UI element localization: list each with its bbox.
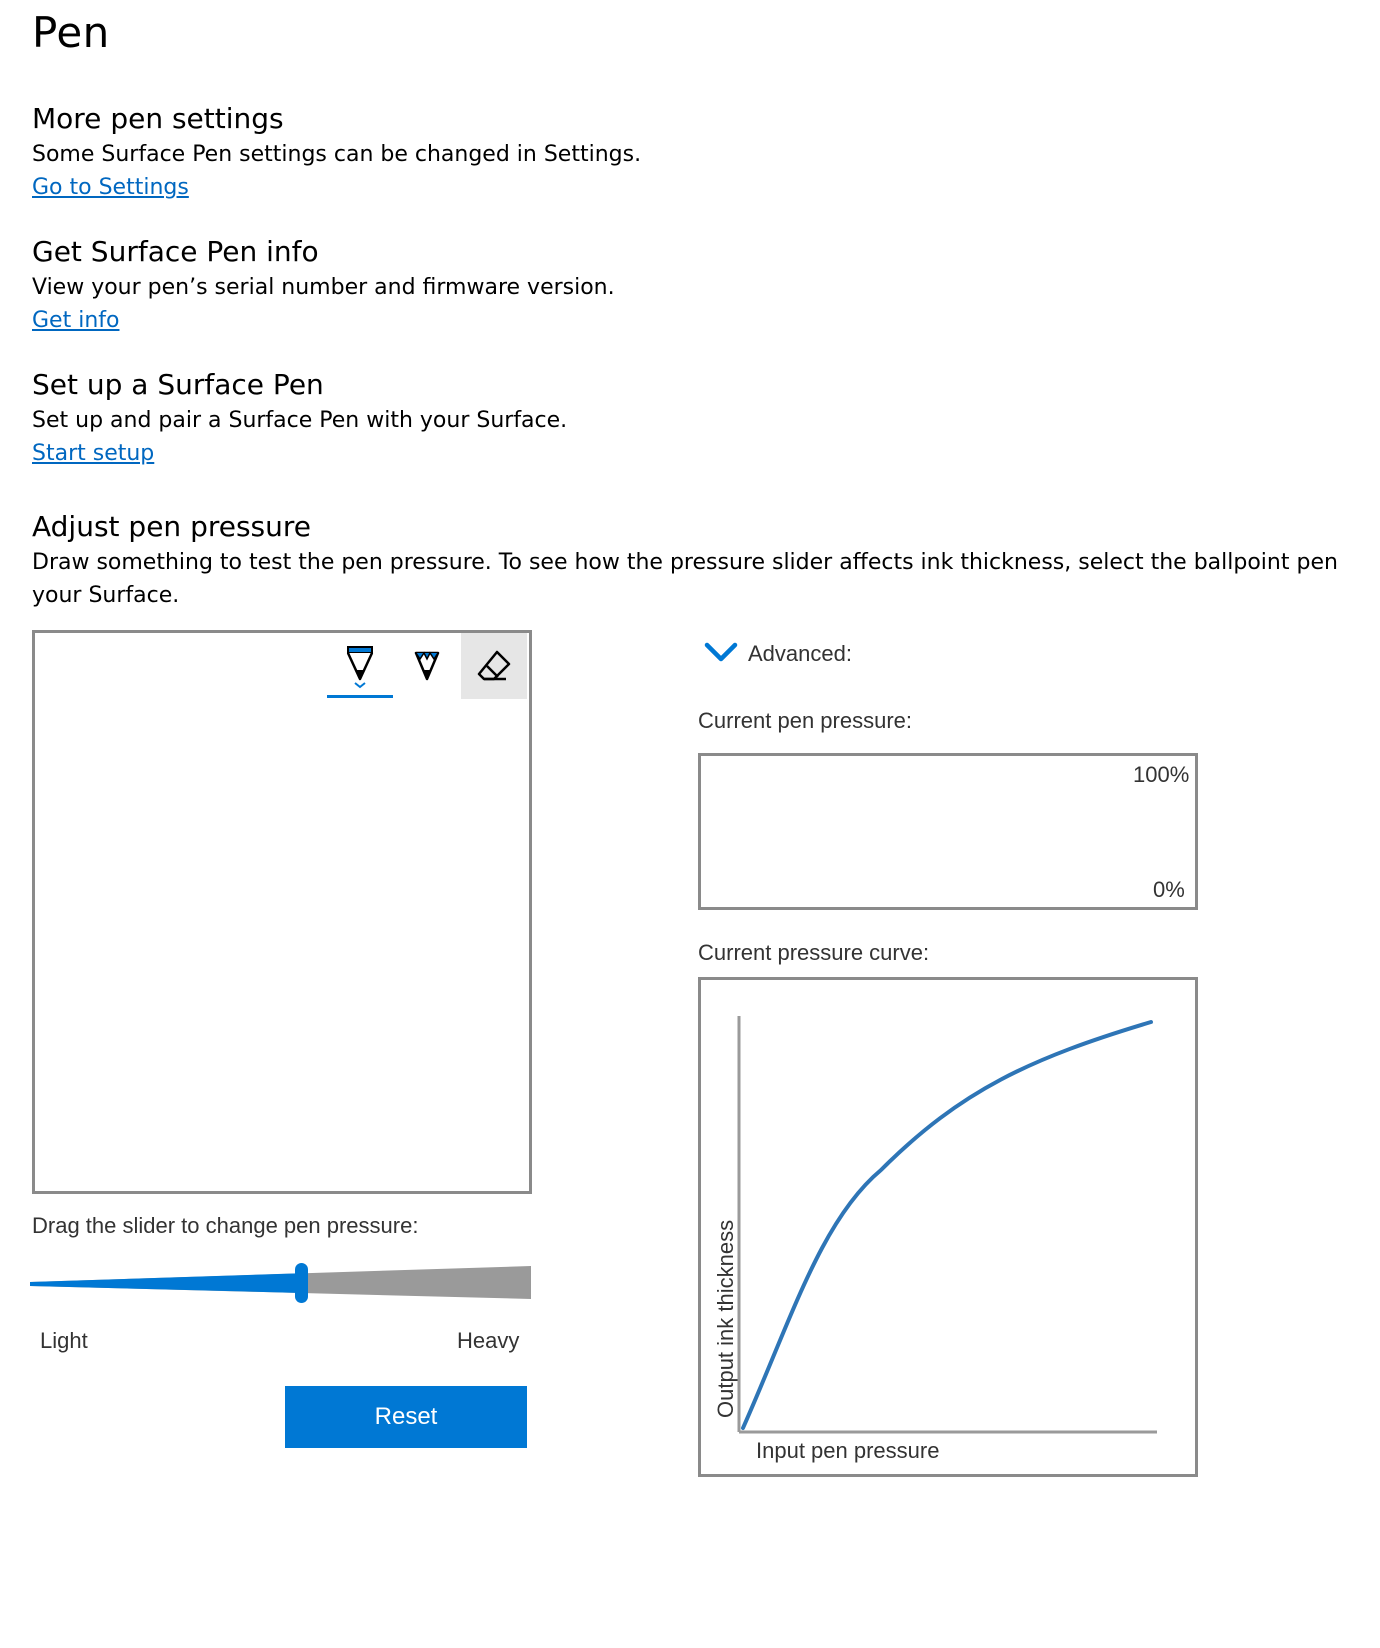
pressure-meter xyxy=(698,753,1198,910)
slider-min-label: Light xyxy=(40,1328,88,1353)
eraser-tool[interactable] xyxy=(461,633,527,699)
advanced-label[interactable]: Advanced: xyxy=(748,641,852,666)
setup-heading: Set up a Surface Pen xyxy=(32,368,324,401)
pen-info-description: View your pen’s serial number and firmware version. xyxy=(32,275,615,300)
ballpoint-pen-tool[interactable] xyxy=(327,633,393,699)
slider-fill xyxy=(30,1273,301,1293)
pressure-heading: Adjust pen pressure xyxy=(32,510,312,543)
slider-label: Drag the slider to change pen pressure: xyxy=(32,1213,419,1238)
pressure-slider[interactable] xyxy=(30,1258,534,1310)
get-info-link[interactable]: Get info xyxy=(32,308,120,333)
go-to-settings-link[interactable]: Go to Settings xyxy=(32,175,189,200)
pressure-curve-chart xyxy=(701,980,1195,1474)
slider-max-label: Heavy xyxy=(457,1328,520,1353)
chevron-down-icon xyxy=(700,636,740,670)
curve-label: Current pressure curve: xyxy=(698,940,930,965)
start-setup-link[interactable]: Start setup xyxy=(32,441,155,466)
ballpoint-pen-icon xyxy=(340,641,380,691)
setup-description: Set up and pair a Surface Pen with your Surface. xyxy=(32,408,568,433)
pressure-curve-line xyxy=(743,1022,1151,1428)
pen-info-heading: Get Surface Pen info xyxy=(32,235,319,268)
pressure-description-line2: your Surface. xyxy=(32,583,180,608)
pressure-description xyxy=(32,546,1380,612)
pencil-tool[interactable] xyxy=(394,633,460,699)
slider-thumb[interactable] xyxy=(295,1263,308,1303)
drawing-canvas[interactable] xyxy=(32,630,532,1194)
curve-xlabel: Input pen pressure xyxy=(756,1438,940,1463)
more-settings-heading: More pen settings xyxy=(32,102,284,135)
eraser-icon xyxy=(474,646,514,686)
advanced-toggle[interactable] xyxy=(700,636,744,672)
current-pressure-label: Current pen pressure: xyxy=(698,708,912,733)
meter-max-label: 100% xyxy=(1133,762,1190,787)
selected-tool-indicator xyxy=(327,695,393,698)
pressure-description-line1: Draw something to test the pen pressure. To see how the pressure slider affects ink thickness, select the ballpoint pen xyxy=(32,550,1338,575)
pencil-icon xyxy=(407,641,447,691)
curve-ylabel: Output ink thickness xyxy=(713,1219,738,1418)
meter-min-label: 0% xyxy=(1153,877,1185,902)
reset-button[interactable]: Reset xyxy=(285,1386,527,1448)
page-title: Pen xyxy=(32,8,110,57)
more-settings-description: Some Surface Pen settings can be changed in Settings. xyxy=(32,142,642,167)
